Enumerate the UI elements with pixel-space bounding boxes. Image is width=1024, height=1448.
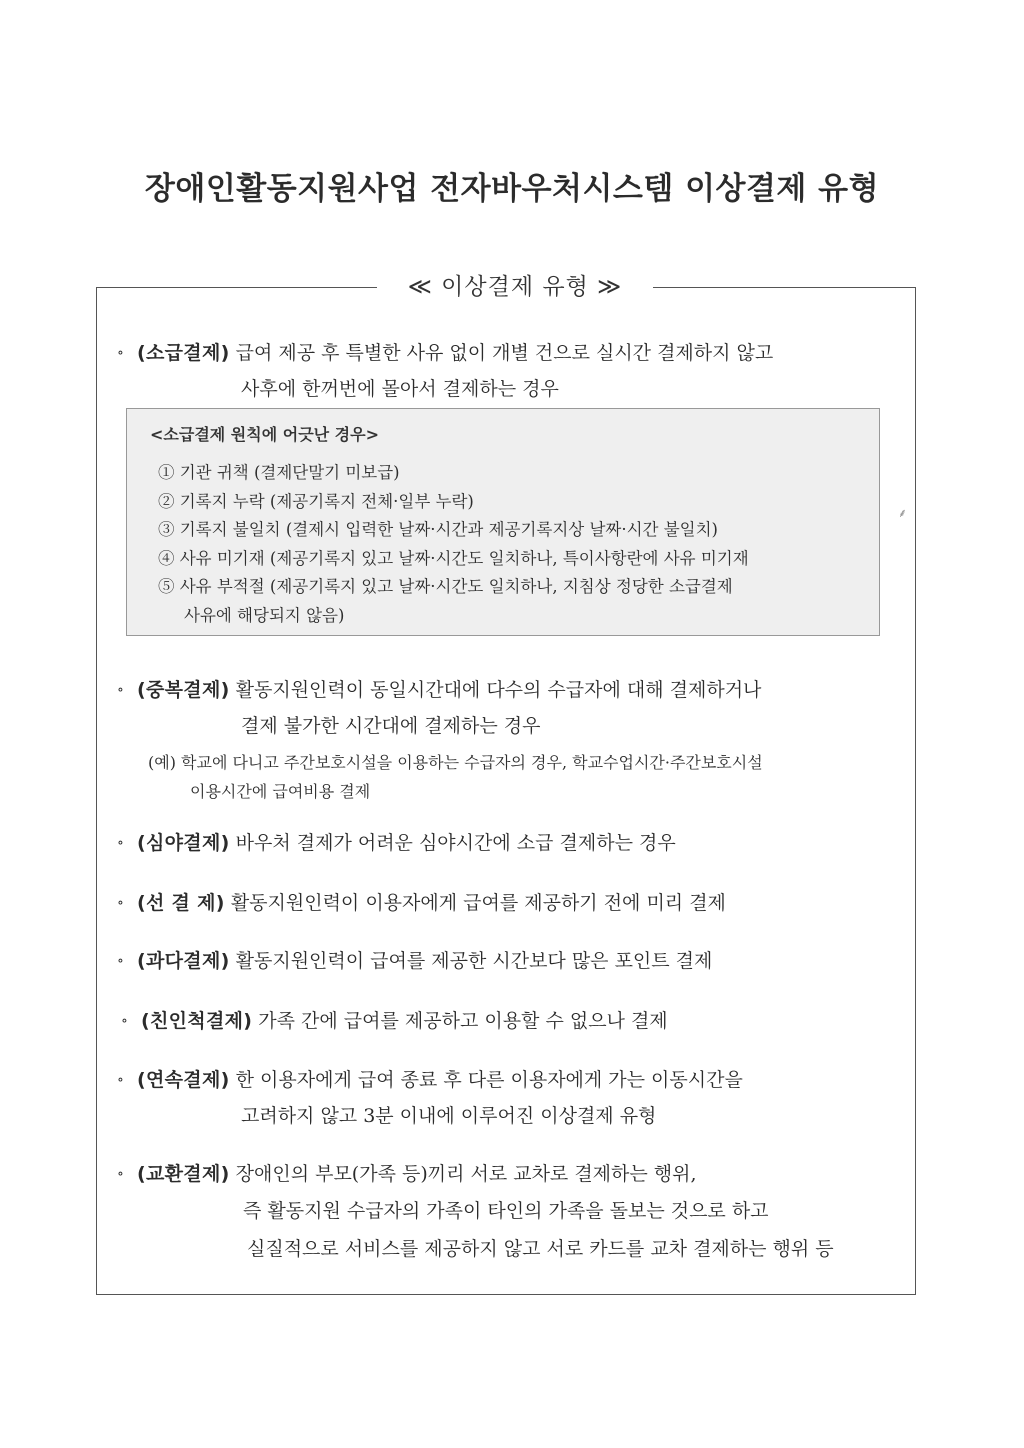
item-late-night-payment [117,828,676,855]
frame-title: ≪ 이상결제 유형 ≫ [377,270,653,304]
item-duplicate-payment [117,675,761,702]
item-description-continued: 결제 불가한 시간대에 결제하는 경우 [241,715,541,737]
example-text-continued: 이용시간에 급여비용 결제 [190,782,371,801]
bullet-icon: ∘ [117,1072,124,1088]
item-description-continued: 고려하지 않고 3분 이내에 이루어진 이상결제 유형 [241,1105,657,1127]
item-exchange-payment [117,1159,697,1186]
item-description: 활동지원인력이 동일시간대에 다수의 수급자에 대해 결제하거나 [235,679,762,701]
example-text: (예) 학교에 다니고 주간보호시설을 이용하는 수급자의 경우, 학교수업시간·주간보호시설 [148,753,763,772]
item-description: 활동지원인력이 급여를 제공한 시간보다 많은 포인트 결제 [235,950,713,972]
item-description: 바우처 결제가 어려운 심야시간에 소급 결제하는 경우 [235,832,676,854]
item-label: (연속결제) [137,1069,230,1091]
bullet-icon: ∘ [117,953,124,969]
item-description-continued: 실질적으로 서비스를 제공하지 않고 서로 카드를 교차 결제하는 행위 등 [247,1238,834,1260]
box-title: <소급결제 원칙에 어긋난 경우> [150,425,379,444]
item-label: (선 결 제) [137,892,225,914]
bullet-icon: ∘ [117,895,124,911]
scan-mark-icon: ⸙ [898,506,908,520]
bullet-icon: ∘ [117,835,124,851]
box-list-item: ③ 기록지 불일치 (결제시 입력한 날짜·시간과 제공기록지상 날짜·시간 불일치) [158,520,718,539]
page-title: 장애인활동지원사업 전자바우처시스템 이상결제 유형 [144,171,880,207]
box-list-item: ① 기관 귀책 (결제단말기 미보급) [158,463,400,482]
item-label: (친인척결제) [141,1010,253,1032]
bullet-icon: ∘ [117,345,124,361]
item-relative-payment [121,1006,668,1033]
item-prepayment [117,888,726,915]
bullet-icon: ∘ [117,682,124,698]
item-label: (교환결제) [137,1163,230,1185]
item-description: 장애인의 부모(가족 등)끼리 서로 교차로 결제하는 행위, [235,1163,697,1185]
bullet-icon: ∘ [117,1166,124,1182]
item-description: 한 이용자에게 급여 종료 후 다른 이용자에게 가는 이동시간을 [235,1069,743,1091]
box-list-item-continued: 사유에 해당되지 않음) [184,606,345,625]
item-description-continued: 사후에 한꺼번에 몰아서 결제하는 경우 [241,378,559,400]
box-list-item: ⑤ 사유 부적절 (제공기록지 있고 날짜·시간도 일치하나, 지침상 정당한 소급결제 [158,577,733,596]
item-label: (중복결제) [137,679,230,701]
item-description: 활동지원인력이 이용자에게 급여를 제공하기 전에 미리 결제 [230,892,726,914]
box-list-item: ② 기록지 누락 (제공기록지 전체·일부 누락) [158,492,474,511]
item-description: 가족 간에 급여를 제공하고 이용할 수 없으나 결제 [258,1010,668,1032]
item-label: (심야결제) [137,832,230,854]
bullet-icon: ∘ [121,1013,128,1029]
item-retroactive-payment [117,338,773,365]
item-label: (과다결제) [137,950,230,972]
item-description-continued: 즉 활동지원 수급자의 가족이 타인의 가족을 돌보는 것으로 하고 [243,1200,769,1222]
item-consecutive-payment [117,1065,743,1092]
item-excessive-payment [117,946,712,973]
item-label: (소급결제) [137,342,230,364]
box-list-item: ④ 사유 미기재 (제공기록지 있고 날짜·시간도 일치하나, 특이사항란에 사유 미기재 [158,549,749,568]
item-description: 급여 제공 후 특별한 사유 없이 개별 건으로 실시간 결제하지 않고 [235,342,774,364]
